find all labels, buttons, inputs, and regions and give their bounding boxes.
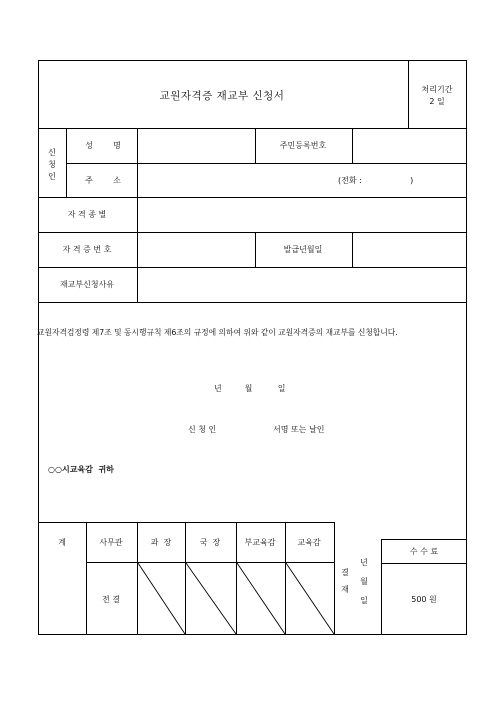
reason-label: 재교부신청사유 <box>59 280 115 289</box>
fee-label: 수 수 료 <box>409 547 439 556</box>
applicant-side-label-3: 인 <box>48 172 56 181</box>
applicant-side-label-2: 청 <box>48 160 56 169</box>
applicant-side-label-1: 신 <box>48 148 56 157</box>
date-line: 년 월 일 <box>214 384 286 393</box>
applicant-line: 신 청 인 <box>188 425 217 434</box>
form-title: 교원자격증 재교부 신청서 <box>159 90 285 102</box>
gyeoljae-label-1: 결 <box>341 568 349 577</box>
address-label: 주 소 <box>85 176 121 185</box>
approval-header-samugwan: 사무관 <box>99 538 123 547</box>
processing-period-value: 2 일 <box>429 97 445 106</box>
issue-date-label: 발급년월일 <box>283 245 323 254</box>
jeongyeol-label: 전 결 <box>102 595 120 604</box>
fee-value: 500 원 <box>411 595 437 604</box>
approval-date-month: 월 <box>360 577 368 586</box>
approval-header-gukjang: 국 장 <box>199 538 221 547</box>
sign-label: 서명 또는 날인 <box>273 425 325 434</box>
license-type-label: 자 격 종 별 <box>67 210 107 219</box>
approval-header-superintendent: 교육감 <box>297 538 321 547</box>
name-label: 성 명 <box>85 141 121 150</box>
approval-header-gwajang: 과 장 <box>150 538 172 547</box>
phone-label: (전화 : ) <box>338 176 414 185</box>
approval-date-year: 년 <box>360 558 368 567</box>
gyeoljae-label-2: 재 <box>341 585 349 594</box>
approval-header-vice-superintendent: 부교육감 <box>244 538 276 547</box>
application-statement: 교원자격검정령 제7조 및 동시행규칙 제6조의 규정에 의하여 위와 같이 교원자격증의 재교부를 신청합니다. <box>37 328 398 337</box>
rrn-label: 주민등록번호 <box>279 141 327 150</box>
approval-date-day: 일 <box>360 596 368 605</box>
processing-period-label: 처리기간 <box>421 85 453 94</box>
license-number-label: 자 격 증 번 호 <box>62 245 112 254</box>
gye-label: 계 <box>58 538 66 547</box>
recipient-line: ○○시교육감 귀하 <box>48 465 114 474</box>
